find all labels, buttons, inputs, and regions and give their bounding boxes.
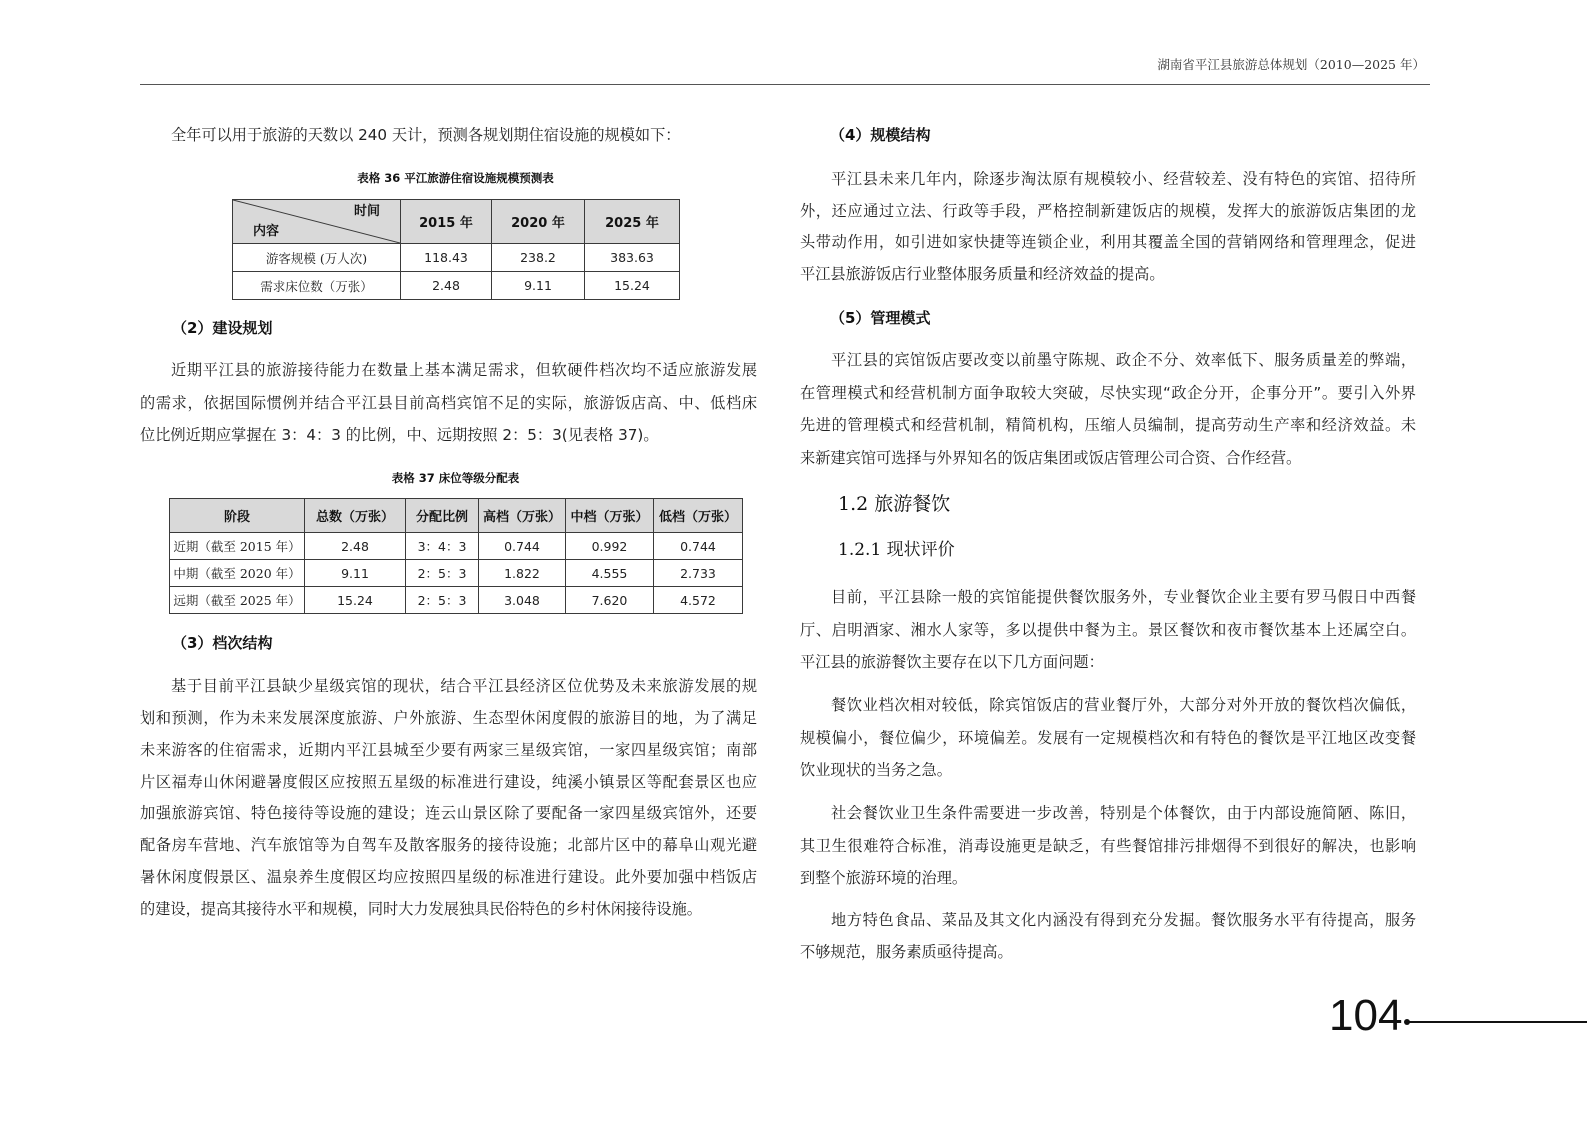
- paragraph-line: 先进的管理模式和经营机制，精简机构，压缩人员编制，提高劳动生产率和经济效益。未: [800, 416, 1416, 435]
- corner-label-top: 时间: [353, 204, 380, 219]
- paragraph-line: 来新建宾馆可选择与外界知名的饭店集团或饭店管理公司合资、合作经营。: [800, 449, 1302, 468]
- running-header-title: 湖南省平江县旅游总体规划（2010—2025 年）: [1157, 57, 1425, 72]
- table-cell: 118.43: [401, 244, 492, 272]
- section-1-2-heading: 1.2 旅游餐饮: [838, 493, 951, 515]
- section-3-heading: （3）档次结构: [172, 634, 273, 652]
- paragraph-line: 全年可以用于旅游的天数以 240 天计，预测各规划期住宿设施的规模如下：: [171, 126, 681, 144]
- paragraph-line: 加强旅游宾馆、特色接待等设施的建设；连云山景区除了要配备一家四星级宾馆外，还要: [140, 804, 757, 823]
- column-header: 中档（万张）: [566, 499, 654, 533]
- paragraph-line: 平江县的旅游餐饮主要存在以下几方面问题：: [800, 653, 1104, 671]
- table-cell: 1.822: [479, 560, 566, 587]
- status-paragraph-1: [800, 581, 1416, 679]
- section-4-heading: （4）规模结构: [830, 126, 931, 144]
- column-header: 高档（万张）: [479, 499, 566, 533]
- table-cell: 383.63: [585, 244, 680, 272]
- column-header: 总数（万张）: [305, 499, 406, 533]
- table-cell: 4.572: [654, 587, 743, 614]
- table-cell: 3：4：3: [406, 533, 479, 560]
- paragraph-line: 暑休闲度假景区、温泉养生度假区均应按照四星级的标准进行建设。此外要加强中档饭店: [140, 868, 757, 887]
- paragraph-line: 未来游客的住宿需求，近期内平江县城至少要有两家三星级宾馆，一家四星级宾馆；南部: [140, 740, 757, 759]
- table-cell: 4.555: [566, 560, 654, 587]
- table-cell: 3.048: [479, 587, 566, 614]
- table-row: [233, 244, 680, 272]
- header-rule: [140, 84, 1430, 85]
- paragraph-line: 位比例近期应掌握在 3：4：3 的比例，中、远期按照 2：5：3(见表格 37)。: [140, 426, 659, 444]
- row-label: 远期（截至 2025 年）: [170, 587, 305, 614]
- paragraph-line: 饮业现状的当务之急。: [800, 761, 952, 779]
- table-header-row: [170, 499, 743, 533]
- section-2-paragraph: [140, 354, 757, 452]
- paragraph-line: 在管理模式和经营机制方面争取较大突破，尽快实现“政企分开，企事分开”。要引入外界: [800, 383, 1416, 402]
- paragraph-line: 到整个旅游环境的治理。: [800, 869, 968, 887]
- paragraph-line: 平江县未来几年内，除逐步淘汰原有规模较小、经营较差、没有特色的宾馆、招待所: [831, 170, 1416, 188]
- row-label: 近期（截至 2015 年）: [170, 533, 305, 560]
- table-cell: 15.24: [305, 587, 406, 614]
- table-cell: 0.744: [479, 533, 566, 560]
- paragraph-line: 外，还应通过立法、行政等手段，严格控制新建饭店的规模，发挥大的旅游饭店集团的龙: [800, 201, 1416, 220]
- table-cell: 2：5：3: [406, 587, 479, 614]
- table-cell: 2：5：3: [406, 560, 479, 587]
- corner-label-bottom: 内容: [253, 224, 280, 239]
- row-label: 需求床位数（万张）: [233, 272, 401, 300]
- section-4-paragraph: [800, 164, 1416, 291]
- paragraph-line: 目前，平江县除一般的宾馆能提供餐饮服务外，专业餐饮企业主要有罗马假日中西餐: [831, 588, 1416, 606]
- column-header: 阶段: [170, 499, 305, 533]
- table-cell: 9.11: [305, 560, 406, 587]
- column-header: 2025 年: [585, 200, 680, 244]
- paragraph-line: 社会餐饮业卫生条件需要进一步改善，特别是个体餐饮，由于内部设施简陋、陈旧，: [831, 804, 1416, 822]
- paragraph-line: 餐饮业档次相对较低，除宾馆饭店的营业餐厅外，大部分对外开放的餐饮档次偏低，: [831, 696, 1416, 714]
- table-row: [233, 272, 680, 300]
- table-36: [232, 199, 680, 300]
- paragraph-line: 基于目前平江县缺少星级宾馆的现状，结合平江县经济区位优势及未来旅游发展的规: [171, 677, 757, 695]
- column-header: 2020 年: [492, 200, 585, 244]
- paragraph-line: 的建设，提高其接待水平和规模，同时大力发展独具民俗特色的乡村休闲接待设施。: [140, 900, 702, 919]
- section-5-paragraph: [800, 344, 1416, 475]
- paragraph-line: 划和预测，作为未来发展深度旅游、户外旅游、生态型休闲度假的旅游目的地，为了满足: [140, 708, 757, 727]
- table-row: [170, 587, 743, 614]
- paragraph-line: 厅、启明酒家、湘水人家等，多以提供中餐为主。景区餐饮和夜市餐饮基本上还属空白。: [800, 620, 1416, 639]
- row-label: 游客规模 (万人次): [233, 244, 401, 272]
- page-number: 104: [1329, 991, 1403, 1040]
- table-cell: 238.2: [492, 244, 585, 272]
- page-number-rule: [1409, 1021, 1587, 1023]
- table-cell: 0.744: [654, 533, 743, 560]
- paragraph-line: 平江县旅游饭店行业整体服务质量和经济效益的提高。: [800, 265, 1165, 284]
- table-cell: 2.48: [401, 272, 492, 300]
- section-3-paragraph: [140, 671, 757, 926]
- table-row: [170, 560, 743, 587]
- paragraph-line: 配备房车营地、汽车旅馆等为自驾车及散客服务的接待设施；北部片区中的幕阜山观光避: [140, 836, 757, 855]
- paragraph-line: 不够规范，服务素质亟待提高。: [800, 943, 1013, 961]
- table-36-corner-cell: [233, 200, 401, 244]
- table-37-caption: 表格 37 床位等级分配表: [391, 471, 520, 485]
- status-paragraph-2: [800, 689, 1416, 787]
- intro-paragraph: [140, 119, 757, 151]
- column-header: 分配比例: [406, 499, 479, 533]
- row-label: 中期（截至 2020 年）: [170, 560, 305, 587]
- paragraph-line: 地方特色食品、菜品及其文化内涵没有得到充分发掘。餐饮服务水平有待提高，服务: [831, 911, 1416, 929]
- paragraph-line: 的需求，依据国际惯例并结合平江县目前高档宾馆不足的实际，旅游饭店高、中、低档床: [140, 393, 757, 412]
- table-cell: 2.733: [654, 560, 743, 587]
- table-cell: 15.24: [585, 272, 680, 300]
- paragraph-line: 平江县的宾馆饭店要改变以前墨守陈规、政企不分、效率低下、服务质量差的弊端，: [831, 351, 1416, 369]
- table-cell: 0.992: [566, 533, 654, 560]
- section-1-2-1-heading: 1.2.1 现状评价: [838, 540, 955, 560]
- table-cell: 2.48: [305, 533, 406, 560]
- paragraph-line: 规模偏小，餐位偏少，环境偏差。发展有一定规模档次和有特色的餐饮是平江地区改变餐: [800, 728, 1416, 747]
- status-paragraph-4: [800, 904, 1416, 968]
- paragraph-line: 片区福寿山休闲避暑度假区应按照五星级的标准进行建设，纯溪小镇景区等配套景区也应: [140, 772, 757, 791]
- paragraph-line: 其卫生很难符合标准，消毒设施更是缺乏，有些餐馆排污排烟得不到很好的解决，也影响: [800, 836, 1416, 855]
- table-37: [169, 498, 743, 614]
- table-36-caption: 表格 36 平江旅游住宿设施规模预测表: [357, 171, 554, 185]
- section-5-heading: （5）管理模式: [830, 309, 931, 327]
- table-header-row: [233, 200, 680, 244]
- paragraph-line: 头带动作用，如引进如家快捷等连锁企业，利用其覆盖全国的营销网络和管理理念，促进: [800, 233, 1416, 252]
- status-paragraph-3: [800, 797, 1416, 895]
- paragraph-line: 近期平江县的旅游接待能力在数量上基本满足需求，但软硬件档次均不适应旅游发展: [171, 361, 757, 379]
- table-row: [170, 533, 743, 560]
- column-header: 低档（万张）: [654, 499, 743, 533]
- table-cell: 9.11: [492, 272, 585, 300]
- section-2-heading: （2）建设规划: [172, 319, 273, 337]
- column-header: 2015 年: [401, 200, 492, 244]
- table-cell: 7.620: [566, 587, 654, 614]
